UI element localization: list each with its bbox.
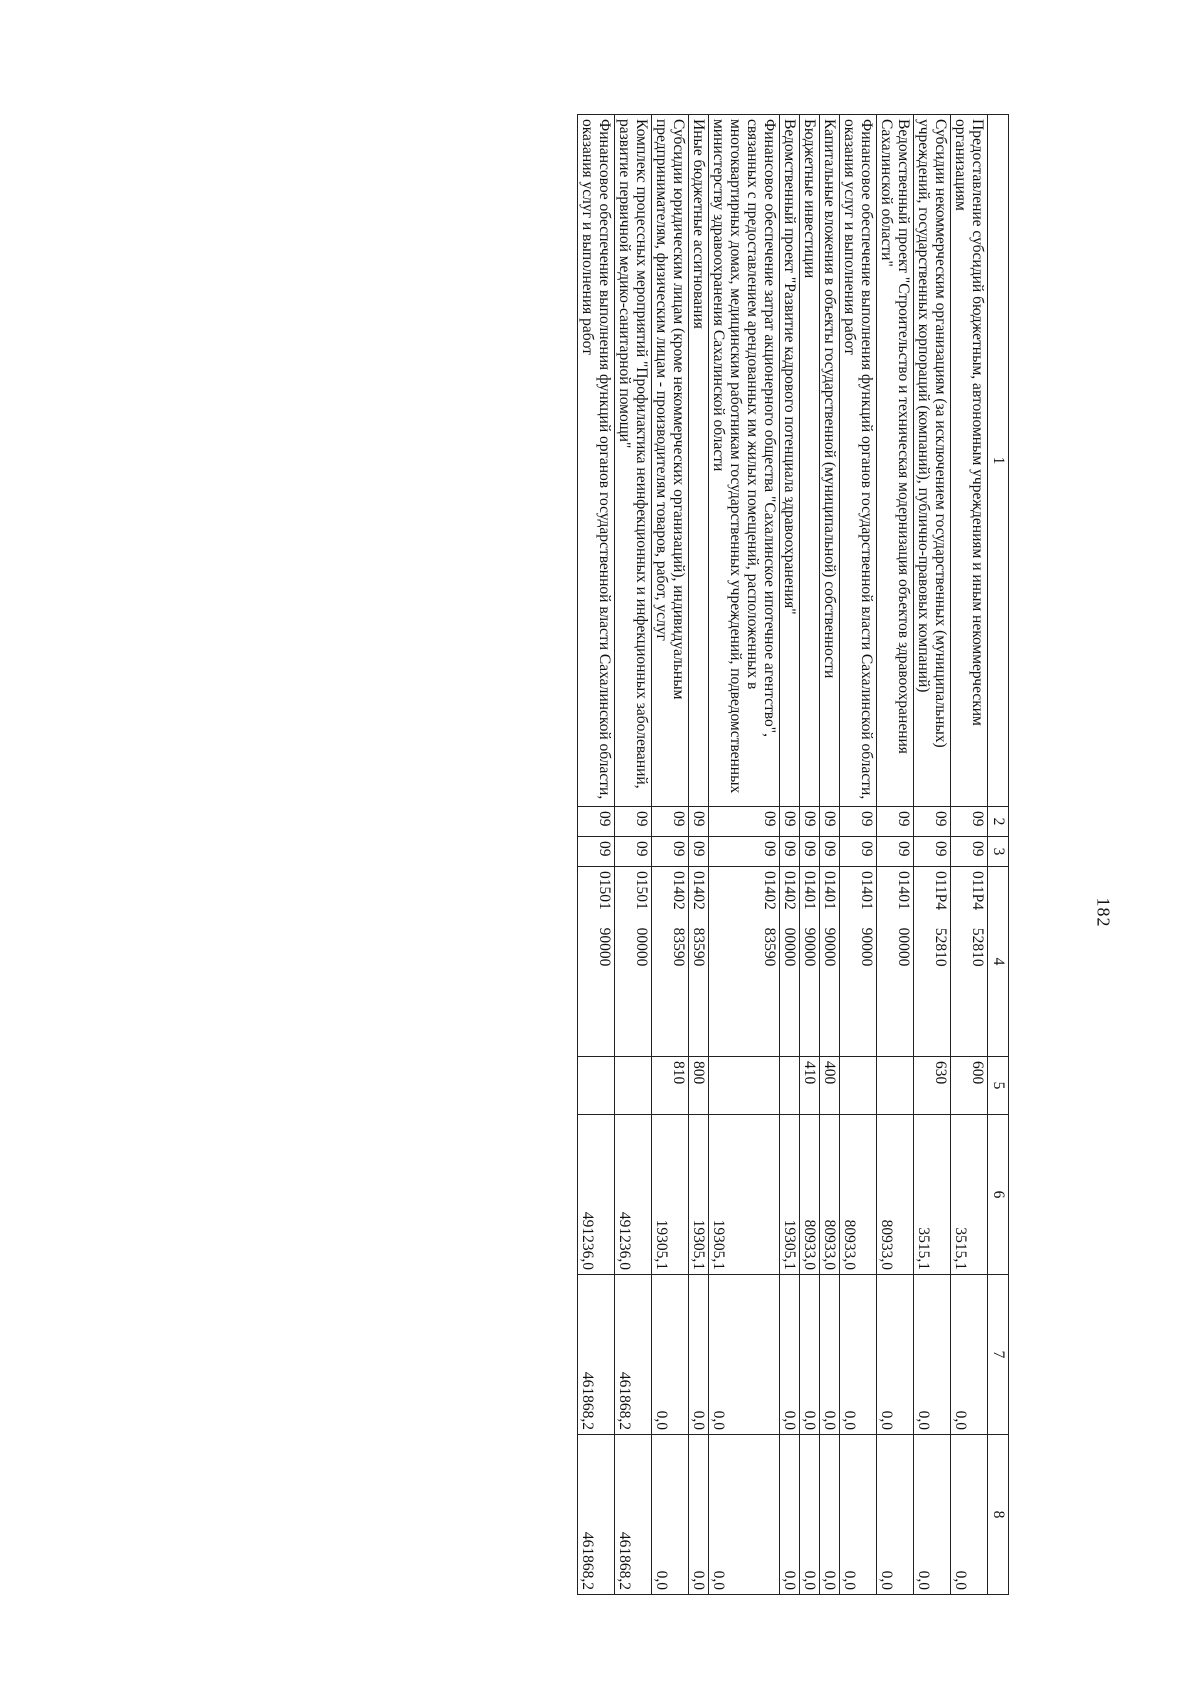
row-name-cell: Субсидии некоммерческим организациям (за исключением государственных (муниципальных) учреждений, государственных корпораций (компаний), публично-правовых компаний) [914,115,951,807]
header-col-8: 8 [988,1435,1009,1595]
expense-type-cell [877,1057,914,1115]
section-code-cell: 09 [840,807,877,837]
header-col-5: 5 [988,1057,1009,1115]
amount-col-8-cell: 461868,2 [615,1435,652,1595]
amount-col-6-cell: 19305,1 [709,1115,780,1275]
section-code-cell: 09 [689,807,709,837]
amount-col-7-cell: 0,0 [780,1275,800,1435]
amount-col-6-cell: 491236,0 [615,1115,652,1275]
subsection-code-cell: 09 [615,837,652,867]
header-row [988,115,1009,1595]
section-code-cell: 09 [914,807,951,837]
amount-col-8-cell: 0,0 [709,1435,780,1595]
subsection-code-cell: 09 [914,837,951,867]
subsection-code-cell: 09 [877,837,914,867]
amount-col-8-cell: 0,0 [877,1435,914,1595]
table-row [800,115,820,1595]
table-row [820,115,840,1595]
section-code-cell: 09 [578,807,615,837]
subsection-code-cell: 09 [840,837,877,867]
amount-col-6-cell: 3515,1 [951,1115,988,1275]
table-row [652,115,689,1595]
expense-type-cell [709,1057,780,1115]
target-article-cell: 01402 83590 [689,867,709,1057]
row-name-cell: Ведомственный проект "Строительство и техническая модернизация объектов здравоохранения Сахалинской области" [877,115,914,807]
amount-col-8-cell: 461868,2 [578,1435,615,1595]
amount-col-8-cell: 0,0 [800,1435,820,1595]
row-name-cell: Предоставление субсидий бюджетным, автономным учреждениям и иным некоммерческим организациям [951,115,988,807]
budget-table-wrapper [71,114,1009,1594]
amount-col-7-cell: 0,0 [689,1275,709,1435]
amount-col-7-cell: 0,0 [914,1275,951,1435]
target-article-cell: 011Р4 52810 [914,867,951,1057]
amount-col-6-cell: 19305,1 [780,1115,800,1275]
table-row [615,115,652,1595]
subsection-code-cell: 09 [951,837,988,867]
budget-table [577,114,1009,1595]
amount-col-8-cell: 0,0 [652,1435,689,1595]
table-row [780,115,800,1595]
row-name-cell: Финансовое обеспечение выполнения функций органов государственной власти Сахалинской области, оказания услуг и выполнения работ [578,115,615,807]
section-code-cell: 09 [820,807,840,837]
expense-type-cell: 800 [689,1057,709,1115]
amount-col-6-cell: 19305,1 [652,1115,689,1275]
amount-col-7-cell: 0,0 [709,1275,780,1435]
section-code-cell: 09 [709,807,780,837]
section-code-cell: 09 [615,807,652,837]
row-name-cell: Финансовое обеспечение затрат акционерного общества "Сахалинское ипотечное агентство", связанных с предоставлением арендованных им жилых помещений, расположенных в многоквартирных домах, медицинским работникам государственных учреждений, подведомственных министерству здравоохранения Сахалинской области [709,115,780,807]
row-name-cell: Бюджетные инвестиции [800,115,820,807]
row-name-cell: Иные бюджетные ассигнования [689,115,709,807]
header-col-7: 7 [988,1275,1009,1435]
section-code-cell: 09 [780,807,800,837]
target-article-cell: 01501 90000 [578,867,615,1057]
amount-col-7-cell: 461868,2 [615,1275,652,1435]
amount-col-8-cell: 0,0 [820,1435,840,1595]
subsection-code-cell: 09 [800,837,820,867]
subsection-code-cell: 09 [820,837,840,867]
row-name-cell: Субсидии юридическим лицам (кроме некоммерческих организаций), индивидуальным предпринимателям, физическим лицам - производителям товаров, работ, услуг [652,115,689,807]
table-row [689,115,709,1595]
amount-col-6-cell: 3515,1 [914,1115,951,1275]
expense-type-cell: 810 [652,1057,689,1115]
amount-col-8-cell: 0,0 [780,1435,800,1595]
header-col-2: 2 [988,807,1009,837]
amount-col-6-cell: 80933,0 [800,1115,820,1275]
subsection-code-cell: 09 [578,837,615,867]
expense-type-cell [780,1057,800,1115]
amount-col-8-cell: 0,0 [840,1435,877,1595]
table-row [951,115,988,1595]
amount-col-6-cell: 491236,0 [578,1115,615,1275]
row-name-cell: Капитальные вложения в объекты государственной (муниципальной) собственности [820,115,840,807]
table-row [578,115,615,1595]
table-row [914,115,951,1595]
row-name-cell: Ведомственный проект "Развитие кадрового потенциала здравоохранения" [780,115,800,807]
expense-type-cell: 400 [820,1057,840,1115]
target-article-cell: 01402 83590 [709,867,780,1057]
expense-type-cell: 630 [914,1057,951,1115]
subsection-code-cell: 09 [652,837,689,867]
header-col-6: 6 [988,1115,1009,1275]
target-article-cell: 01402 83590 [652,867,689,1057]
amount-col-6-cell: 19305,1 [689,1115,709,1275]
target-article-cell: 01401 90000 [840,867,877,1057]
amount-col-6-cell: 80933,0 [877,1115,914,1275]
target-article-cell: 01401 90000 [820,867,840,1057]
table-row [877,115,914,1595]
amount-col-7-cell: 0,0 [951,1275,988,1435]
amount-col-8-cell: 0,0 [951,1435,988,1595]
target-article-cell: 01501 00000 [615,867,652,1057]
header-col-4: 4 [988,867,1009,1057]
section-code-cell: 09 [951,807,988,837]
amount-col-8-cell: 0,0 [689,1435,709,1595]
subsection-code-cell: 09 [780,837,800,867]
amount-col-7-cell: 461868,2 [578,1275,615,1435]
section-code-cell: 09 [652,807,689,837]
expense-type-cell [840,1057,877,1115]
table-row [709,115,780,1595]
amount-col-7-cell: 0,0 [652,1275,689,1435]
target-article-cell: 01401 00000 [877,867,914,1057]
expense-type-cell [615,1057,652,1115]
row-name-cell: Финансовое обеспечение выполнения функций органов государственной власти Сахалинской области, оказания услуг и выполнения работ [840,115,877,807]
amount-col-6-cell: 80933,0 [840,1115,877,1275]
section-code-cell: 09 [800,807,820,837]
table-row [840,115,877,1595]
header-col-3: 3 [988,837,1009,867]
section-code-cell: 09 [877,807,914,837]
expense-type-cell: 410 [800,1057,820,1115]
target-article-cell: 01401 90000 [800,867,820,1057]
amount-col-7-cell: 0,0 [840,1275,877,1435]
target-article-cell: 011Р4 52810 [951,867,988,1057]
amount-col-7-cell: 0,0 [877,1275,914,1435]
page-number: 182 [1093,897,1114,928]
subsection-code-cell: 09 [689,837,709,867]
expense-type-cell: 600 [951,1057,988,1115]
amount-col-8-cell: 0,0 [914,1435,951,1595]
amount-col-6-cell: 80933,0 [820,1115,840,1275]
amount-col-7-cell: 0,0 [820,1275,840,1435]
subsection-code-cell: 09 [709,837,780,867]
target-article-cell: 01402 00000 [780,867,800,1057]
amount-col-7-cell: 0,0 [800,1275,820,1435]
row-name-cell: Комплекс процессных мероприятий "Профилактика неинфекционных и инфекционных заболеваний, развитие первичной медико-санитарной помощи" [615,115,652,807]
expense-type-cell [578,1057,615,1115]
header-col-1: 1 [988,115,1009,807]
